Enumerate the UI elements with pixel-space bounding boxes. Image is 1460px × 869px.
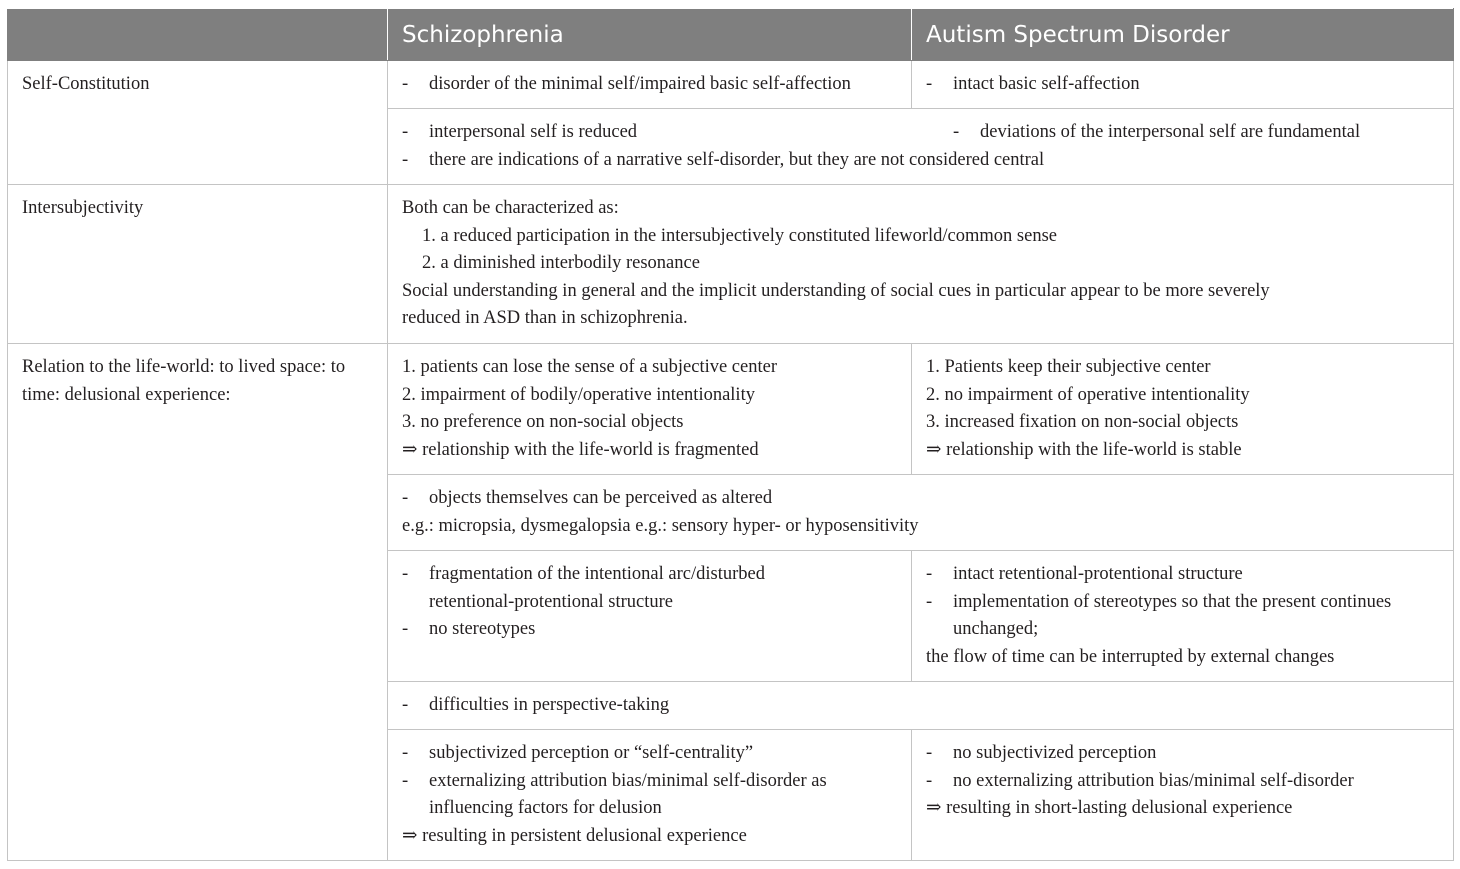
schiz-delusion-item: ⇒ resulting in persistent delusional experience <box>402 825 747 846</box>
header-blank-cell <box>8 9 388 61</box>
intersubjectivity-point: 2. a diminished interbodily resonance <box>422 253 700 273</box>
asd-delusion-item: - no subjectivized perception <box>926 740 1439 768</box>
asd-time-item: the flow of time can be interrupted by external changes <box>926 646 1335 667</box>
intersubjectivity-row <box>8 185 1454 344</box>
schiz-minimal-self: - disorder of the minimal self/impaired basic self-affection <box>402 71 897 99</box>
interpersonal-line <box>402 119 1439 147</box>
asd-space-item: 1. Patients keep their subjective center <box>926 357 1211 377</box>
objects-altered: - objects themselves can be perceived as altered <box>402 485 1439 513</box>
asd-interpersonal-self: - deviations of the interpersonal self are fundamental <box>953 119 1360 147</box>
intersubjectivity-point: 1. a reduced participation in the intersubjectively constituted lifeworld/common sense <box>422 225 1057 246</box>
self-constitution-row-1 <box>8 61 1454 109</box>
intersubjectivity-label-cell <box>8 185 388 344</box>
objects-cell <box>388 475 1454 551</box>
header-schizophrenia: Schizophrenia <box>388 9 912 61</box>
asd-minimal-cell <box>912 61 1454 109</box>
header-row <box>8 9 1454 61</box>
asd-delusion-item: ⇒ resulting in short-lasting delusional experience <box>926 798 1293 818</box>
schiz-space-item: 3. no preference on non-social objects <box>402 412 684 432</box>
schiz-delusion-item: - subjectivized perception or “self-centrality” <box>402 740 897 768</box>
schiz-space-item: ⇒ relationship with the life-world is fragmented <box>402 439 759 460</box>
asd-time-item: - implementation of stereotypes so that the present continues unchanged; <box>926 589 1423 644</box>
comparison-table <box>7 8 1454 861</box>
schiz-space-item: 2. impairment of bodily/operative intentionality <box>402 384 755 405</box>
asd-space-item: 2. no impairment of operative intentionality <box>926 384 1250 405</box>
asd-space-item: 3. increased fixation on non-social objects <box>926 412 1239 432</box>
schiz-interpersonal-self: - interpersonal self is reduced <box>402 119 953 147</box>
life-world-label-cell <box>8 344 388 861</box>
schiz-delusion-cell <box>388 730 912 861</box>
intersubjectivity-label: Intersubjectivity <box>22 198 144 218</box>
interpersonal-cell <box>388 109 1454 185</box>
schiz-minimal-cell <box>388 61 912 109</box>
intersubjectivity-content-cell <box>388 185 1454 344</box>
life-world-row-space <box>8 344 1454 475</box>
header-asd: Autism Spectrum Disorder <box>912 9 1454 61</box>
perspective-taking: - difficulties in perspective-taking <box>402 692 1439 720</box>
asd-delusion-item: - no externalizing attribution bias/minimal self-disorder <box>926 768 1439 796</box>
self-constitution-label: Self-Constitution <box>22 74 150 94</box>
schiz-time-cell <box>388 551 912 682</box>
schiz-space-item: 1. patients can lose the sense of a subjective center <box>402 357 777 377</box>
self-constitution-label-cell <box>8 61 388 185</box>
objects-examples: e.g.: micropsia, dysmegalopsia e.g.: sensory hyper- or hyposensitivity <box>402 515 919 536</box>
intersubjectivity-intro: Both can be characterized as: <box>402 198 619 218</box>
asd-time-cell <box>912 551 1454 682</box>
life-world-label: Relation to the life-world: to lived space: to time: delusional experience: <box>22 357 346 405</box>
asd-space-cell <box>912 344 1454 475</box>
intersubjectivity-summary-line: reduced in ASD than in schizophrenia. <box>402 308 688 328</box>
asd-minimal-self: - intact basic self-affection <box>926 71 1439 99</box>
asd-time-item: - intact retentional-protentional structure <box>926 561 1439 589</box>
schiz-space-cell <box>388 344 912 475</box>
asd-space-item: ⇒ relationship with the life-world is stable <box>926 439 1242 460</box>
asd-delusion-cell <box>912 730 1454 861</box>
perspective-cell <box>388 682 1454 730</box>
schiz-time-item: - fragmentation of the intentional arc/disturbed retentional-protentional structure <box>402 561 849 616</box>
schiz-delusion-item: - externalizing attribution bias/minimal self-disorder as influencing factors for delusion <box>402 768 899 823</box>
narrative-self: - there are indications of a narrative self-disorder, but they are not considered central <box>402 147 1439 175</box>
intersubjectivity-summary-line: Social understanding in general and the implicit understanding of social cues in particular appear to be more severely <box>402 280 1270 301</box>
schiz-time-item: - no stereotypes <box>402 616 897 644</box>
